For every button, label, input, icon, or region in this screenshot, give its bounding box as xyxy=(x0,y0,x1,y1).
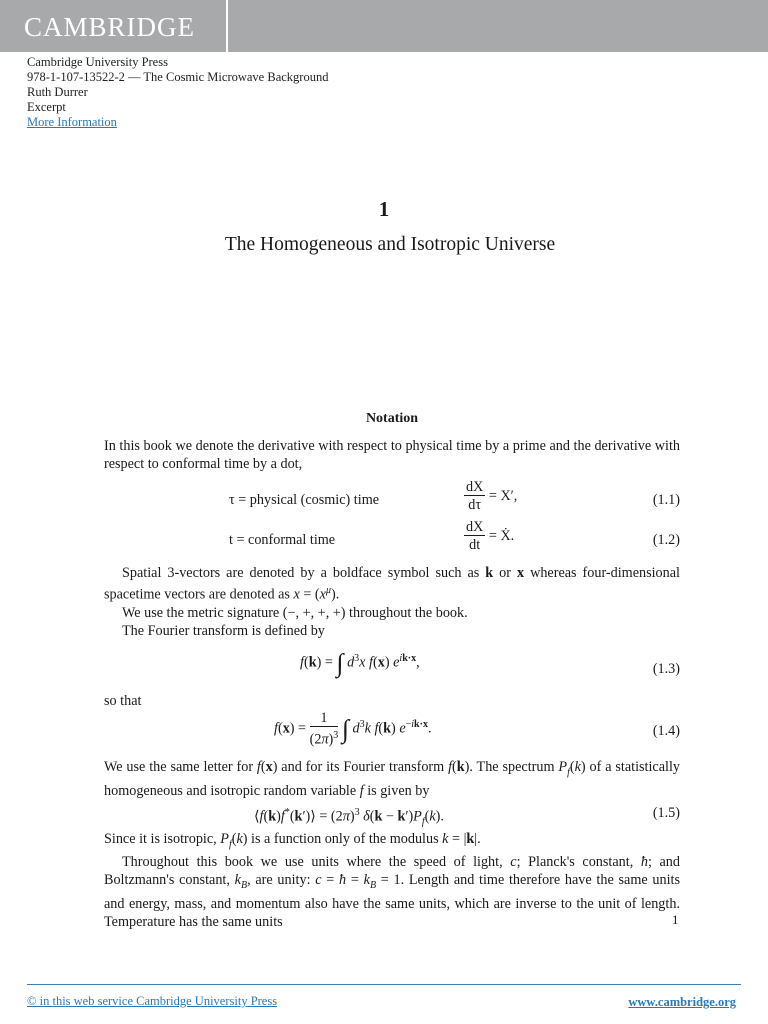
publisher-header-bar xyxy=(0,0,768,52)
eq-1-1-label: τ = physical (cosmic) time xyxy=(229,492,380,508)
copyright-link[interactable]: © in this web service Cambridge University Press xyxy=(27,994,278,1008)
chapter-title: The Homogeneous and Isotropic Universe xyxy=(224,234,556,255)
page-number: 1 xyxy=(672,912,679,927)
paragraph-vectors: Spatial 3-vectors are denoted by a boldface symbol such as k or x whereas four-dimensional spacetime vectors are denoted as $x = (x^\mu)$. xyxy=(104,565,680,603)
cambridge-logo: CAMBRIDGE xyxy=(24,12,196,42)
more-information-link[interactable]: More Information xyxy=(27,115,117,129)
eq-1-3-expression: f(k) = ∫ $d^3x$ f(x) $e^{ik\cdot x}$, xyxy=(300,648,420,678)
paragraph-metric: We use the metric signature (−, +, +, +) throughout the book. xyxy=(122,604,468,621)
paragraph-derivatives: In this book we denote the derivative with respect to physical time by a prime and the derivative with respect to conformal time by a dot, xyxy=(104,438,680,472)
eq-1-5-expression: ⟨f(k)f*(k′)⟩ = $(2\pi)^3$ $\delta(k - k')P_f(k)$. xyxy=(254,806,444,828)
paragraph-fourier: The Fourier transform is defined by xyxy=(122,622,325,639)
eq-1-3-number: (1.3) xyxy=(652,660,680,677)
section-heading: Notation xyxy=(365,411,419,426)
paragraph-units: Throughout this book we use units where the speed of light, c; Planck's constant, ħ; and Boltzmann's constant, $k_B$, are unity: c = ħ = $k_B = 1$. Length and time therefore have the same units and energy, mass, and momentum also have the same units, which are inverse to the unit of length. Temperature has the same units xyxy=(104,854,680,931)
author-line: Ruth Durrer xyxy=(27,85,88,99)
eq-1-4-number: (1.4) xyxy=(652,722,680,739)
eq-1-1-number: (1.1) xyxy=(652,492,680,508)
website-link[interactable]: www.cambridge.org xyxy=(628,995,736,1009)
chapter-number: 1 xyxy=(378,197,390,221)
header-divider xyxy=(226,0,228,52)
eq-1-2-fraction: $\frac{dX}{dt}$ xyxy=(466,519,484,553)
footer-rule xyxy=(27,984,741,985)
equation-1-2 xyxy=(104,521,680,561)
excerpt-line: Excerpt xyxy=(27,100,66,114)
publisher-line: Cambridge University Press xyxy=(27,55,168,69)
equation-1-1 xyxy=(104,481,680,521)
eq-1-2-rhs: $\frac{dX}{dt}$ = Ẋ. xyxy=(466,519,515,553)
eq-1-4-expression: f(x) = $\frac{1}{(2\pi)^3}$ ∫ $d^3k$ f(k) $e^{-ik\cdot x}$. xyxy=(274,709,432,748)
paragraph-spectrum: We use the same letter for f(x) and for its Fourier transform f(k). The spectrum $P_f(k)$ of a statistically homogeneous and isotropic random variable f is given by xyxy=(104,758,680,799)
eq-1-1-fraction: $\frac{dX}{d\tau}$ xyxy=(466,479,484,513)
paragraph-isotropic: Since it is isotropic, $P_f(k)$ is a function only of the modulus k = |k|. xyxy=(104,830,481,850)
equation-1-5 xyxy=(104,800,680,830)
eq-1-1-rhs: $\frac{dX}{d\tau}$ = X′, xyxy=(466,479,518,513)
eq-1-2-label: t = conformal time xyxy=(229,532,336,548)
equation-1-3 xyxy=(104,642,680,688)
book-metadata xyxy=(27,55,328,130)
eq-1-2-number: (1.2) xyxy=(652,532,680,548)
equation-1-4 xyxy=(104,710,680,758)
isbn-title-line: 978-1-107-13522-2 — The Cosmic Microwave Background xyxy=(27,70,329,84)
text-so-that: so that xyxy=(104,692,142,709)
chapter-body xyxy=(104,410,680,931)
eq-1-5-number: (1.5) xyxy=(652,804,680,821)
